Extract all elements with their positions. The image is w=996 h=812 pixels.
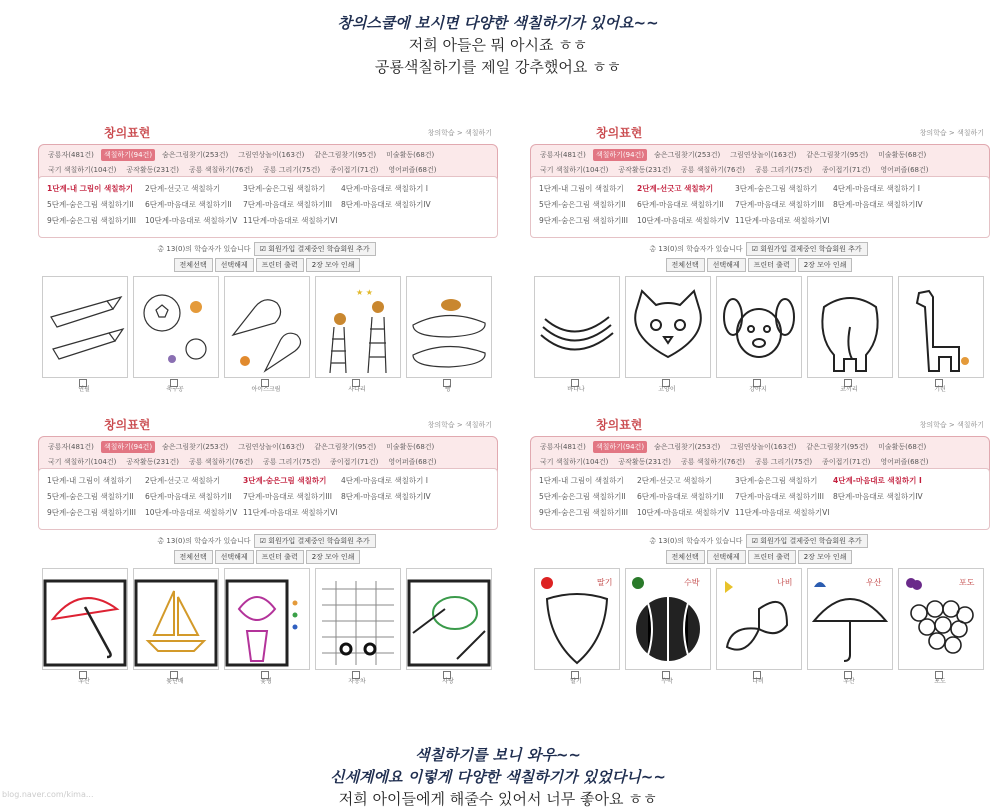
tab-matching[interactable]: 같은그림찾기(95건)	[314, 443, 377, 451]
tab-association[interactable]: 그림연상놀이(163건)	[730, 151, 797, 159]
tab-association[interactable]: 그림연상놀이(163건)	[730, 443, 797, 451]
screenshot-pencil	[32, 118, 502, 408]
site-header	[32, 120, 502, 144]
coloring-card[interactable]	[315, 276, 399, 393]
stage-link[interactable]: 11단계-마음대로 색칠하기VI	[243, 216, 338, 225]
deselect-button[interactable]: 선택해제	[707, 258, 746, 272]
print-two-button[interactable]: 2장 모아 인쇄	[798, 258, 853, 272]
card-title: 사탕	[442, 678, 454, 685]
stage-link[interactable]: 8단계-마음대로 색칠하기IV	[833, 200, 923, 209]
tab-english-puzzle[interactable]: 영어퍼즐(68건)	[880, 166, 929, 174]
coloring-cards	[534, 276, 984, 394]
coloring-card[interactable]	[625, 568, 709, 685]
print-button[interactable]: 프린터 출력	[256, 550, 304, 564]
select-all-button[interactable]: 전체선택	[666, 258, 705, 272]
stage-link[interactable]: 9단계-숨은그림 색칠하기III	[47, 216, 136, 225]
tab-flags[interactable]: 국기 색칠하기(104건)	[540, 166, 609, 174]
tab-dinosaur[interactable]: 공룡자(481건)	[48, 443, 94, 451]
site-logo[interactable]: 창의표현	[104, 418, 151, 432]
tab-hidden-picture[interactable]: 숨은그림찾기(253건)	[654, 151, 721, 159]
stage-link[interactable]: 10단계-마음대로 색칠하기V	[637, 216, 730, 225]
coloring-cards	[42, 568, 492, 686]
coloring-card[interactable]	[133, 276, 217, 393]
card-title: 기린	[934, 386, 946, 393]
tab-dino-coloring[interactable]: 공룡 색칠하기(76건)	[681, 166, 745, 174]
soccer-ball-image[interactable]	[133, 276, 219, 378]
tab-matching[interactable]: 같은그림찾기(95건)	[314, 151, 377, 159]
giraffe-image[interactable]	[898, 276, 984, 378]
flower-vase-puzzle-image[interactable]	[224, 568, 310, 670]
stage-link[interactable]: 2단계-선긋고 색칠하기	[145, 184, 221, 193]
tab-english-puzzle[interactable]: 영어퍼즐(68건)	[880, 458, 929, 466]
tab-flags[interactable]: 국기 색칠하기(104건)	[48, 166, 117, 174]
tab-dino-coloring[interactable]: 공룡 색칠하기(76건)	[189, 166, 253, 174]
action-toolbar	[32, 258, 502, 272]
stage-link[interactable]: 10단계-마음대로 색칠하기V	[145, 508, 238, 517]
stage-submenu	[38, 176, 498, 238]
stage-link[interactable]: 3단계-숨은그림 색칠하기	[243, 476, 327, 485]
tab-art[interactable]: 미술활동(68건)	[878, 443, 927, 451]
watermark: blog.naver.com/kima...	[2, 790, 94, 799]
tab-hidden-picture[interactable]: 숨은그림찾기(253건)	[162, 443, 229, 451]
svg-text:우산: 우산	[866, 578, 882, 587]
stage-link[interactable]: 8단계-마음대로 색칠하기IV	[341, 492, 431, 501]
stage-link[interactable]: 11단계-마음대로 색칠하기VI	[735, 508, 830, 517]
add-learner-button[interactable]: ☑ 회원가입 결제중인 학습회원 추가	[746, 242, 868, 256]
coloring-cards	[42, 276, 492, 394]
tab-english-puzzle[interactable]: 영어퍼즐(68건)	[388, 166, 437, 174]
tab-coloring[interactable]: 색칠하기(94건)	[101, 441, 155, 453]
stage-link[interactable]: 5단계-숨은그림 색칠하기II	[539, 200, 626, 209]
site-logo[interactable]: 창의표현	[596, 126, 643, 140]
svg-text:포도: 포도	[959, 578, 975, 587]
coloring-card[interactable]	[406, 568, 490, 685]
card-title: 빵	[445, 386, 451, 393]
stage-link[interactable]: 10단계-마음대로 색칠하기V	[145, 216, 238, 225]
stage-link[interactable]: 4단계-마음대로 색칠하기 I	[833, 476, 922, 485]
coloring-card[interactable]	[716, 568, 800, 685]
watermelon-image[interactable]	[625, 568, 711, 670]
stage-link[interactable]: 9단계-숨은그림 색칠하기III	[539, 508, 628, 517]
cat-image[interactable]	[625, 276, 711, 378]
stage-link[interactable]: 1단계-내 그림이 색칠하기	[539, 184, 624, 193]
stage-link[interactable]: 10단계-마음대로 색칠하기V	[637, 508, 730, 517]
bottom-caption	[0, 744, 996, 810]
tab-art[interactable]: 미술활동(68건)	[386, 151, 435, 159]
card-title: 코끼리	[840, 386, 858, 393]
select-all-button[interactable]: 전체선택	[174, 258, 213, 272]
tab-association[interactable]: 그림연상놀이(163건)	[238, 151, 305, 159]
caption-line: 신세계에요 이렇게 다양한 색칠하기가 있었다니~~	[330, 768, 666, 786]
breadcrumb: 창의학습 > 색칠하기	[919, 421, 984, 429]
select-all-button[interactable]: 전체선택	[174, 550, 213, 564]
stage-link[interactable]: 1단계-내 그림이 색칠하기	[539, 476, 624, 485]
card-title: 축구공	[166, 386, 184, 393]
stage-submenu	[530, 176, 990, 238]
tab-art[interactable]: 미술활동(68건)	[878, 151, 927, 159]
card-title: 포도	[934, 678, 946, 685]
tab-art[interactable]: 미술활동(68건)	[386, 443, 435, 451]
card-title: 자동차	[348, 678, 366, 685]
card-title: 나비	[752, 678, 764, 685]
tab-dinosaur[interactable]: 공룡자(481건)	[540, 151, 586, 159]
learner-count: 총 13(0)의 학습자가 있습니다 ☑ 회원가입 결제중인 학습회원 추가	[32, 534, 502, 548]
stage-link[interactable]: 1단계-내 그림이 색칠하기	[47, 184, 134, 193]
stage-submenu	[530, 468, 990, 530]
print-two-button[interactable]: 2장 모아 인쇄	[306, 258, 361, 272]
screenshot-hidden-picture	[32, 410, 502, 700]
stage-link[interactable]: 6단계-마음대로 색칠하기II	[637, 200, 724, 209]
card-title: 사다리	[348, 386, 366, 393]
stage-link[interactable]: 7단계-마음대로 색칠하기III	[243, 492, 332, 501]
stage-link[interactable]: 4단계-마음대로 색칠하기 I	[341, 184, 428, 193]
tab-association[interactable]: 그림연상놀이(163건)	[238, 443, 305, 451]
coloring-card[interactable]	[807, 568, 891, 685]
breadcrumb: 창의학습 > 색칠하기	[427, 421, 492, 429]
tab-origami[interactable]: 종이접기(71건)	[330, 166, 379, 174]
sailboat-puzzle-image[interactable]	[133, 568, 219, 670]
stage-link[interactable]: 2단계-선긋고 색칠하기	[637, 184, 714, 193]
screenshot-animals	[524, 118, 994, 408]
card-title: 수박	[661, 678, 673, 685]
tab-origami[interactable]: 종이접기(71건)	[822, 166, 871, 174]
strawberry-image[interactable]	[534, 568, 620, 670]
add-learner-button[interactable]: ☑ 회원가입 결제중인 학습회원 추가	[254, 534, 376, 548]
tab-hidden-picture[interactable]: 숨은그림찾기(253건)	[654, 443, 721, 451]
card-title: 고양이	[658, 386, 676, 393]
tab-dino-drawing[interactable]: 공룡 그리기(75건)	[262, 458, 321, 466]
screenshot-fruits	[524, 410, 994, 700]
tab-english-puzzle[interactable]: 영어퍼즐(68건)	[388, 458, 437, 466]
stage-link[interactable]: 9단계-숨은그림 색칠하기III	[47, 508, 136, 517]
stage-link[interactable]: 8단계-마음대로 색칠하기IV	[833, 492, 923, 501]
coloring-card[interactable]	[716, 276, 800, 393]
pencil-image[interactable]	[42, 276, 128, 378]
stage-link[interactable]: 4단계-마음대로 색칠하기 I	[833, 184, 920, 193]
card-title: 우산	[843, 678, 855, 685]
card-title: 딸기	[570, 678, 582, 685]
learner-count: 총 13(0)의 학습자가 있습니다 ☑ 회원가입 결제중인 학습회원 추가	[524, 242, 994, 256]
card-title: 연필	[78, 386, 90, 393]
tab-dino-coloring[interactable]: 공룡 색칠하기(76건)	[189, 458, 253, 466]
candy-puzzle-image[interactable]	[406, 568, 492, 670]
action-toolbar	[524, 258, 994, 272]
svg-text:★ ★: ★ ★	[356, 288, 373, 297]
tab-flags[interactable]: 국기 색칠하기(104건)	[48, 458, 117, 466]
tab-origami[interactable]: 종이접기(71건)	[330, 458, 379, 466]
stage-link[interactable]: 5단계-숨은그림 색칠하기II	[47, 200, 134, 209]
stage-link[interactable]: 3단계-숨은그림 색칠하기	[735, 476, 818, 485]
print-button[interactable]: 프린터 출력	[748, 550, 796, 564]
svg-text:딸기: 딸기	[597, 578, 613, 587]
stage-link[interactable]: 3단계-숨은그림 색칠하기	[735, 184, 818, 193]
stage-link[interactable]: 3단계-숨은그림 색칠하기	[243, 184, 326, 193]
tab-coloring[interactable]: 색칠하기(94건)	[593, 149, 647, 161]
stage-link[interactable]: 1단계-내 그림이 색칠하기	[47, 476, 132, 485]
coloring-card[interactable]	[534, 568, 618, 685]
deselect-button[interactable]: 선택해제	[215, 550, 254, 564]
elephant-image[interactable]	[807, 276, 893, 378]
tab-dino-drawing[interactable]: 공룡 그리기(75건)	[262, 166, 321, 174]
select-all-button[interactable]: 전체선택	[666, 550, 705, 564]
learner-count: 총 13(0)의 학습자가 있습니다 ☑ 회원가입 결제중인 학습회원 추가	[524, 534, 994, 548]
action-toolbar	[524, 550, 994, 564]
stage-link[interactable]: 6단계-마음대로 색칠하기II	[637, 492, 724, 501]
coloring-card[interactable]	[224, 276, 308, 393]
card-title: 강아지	[749, 386, 767, 393]
stage-submenu	[38, 468, 498, 530]
coloring-card[interactable]	[315, 568, 399, 685]
coloring-card[interactable]	[898, 276, 982, 393]
action-toolbar	[32, 550, 502, 564]
tab-craft[interactable]: 공작활동(231건)	[618, 166, 672, 174]
print-two-button[interactable]: 2장 모아 인쇄	[306, 550, 361, 564]
stage-link[interactable]: 11단계-마음대로 색칠하기VI	[243, 508, 338, 517]
deselect-button[interactable]: 선택해제	[707, 550, 746, 564]
add-learner-button[interactable]: ☑ 회원가입 결제중인 학습회원 추가	[746, 534, 868, 548]
card-title: 우산	[78, 678, 90, 685]
breadcrumb: 창의학습 > 색칠하기	[427, 129, 492, 137]
coloring-card[interactable]	[625, 276, 709, 393]
caption-line: 공룡색칠하기를 제일 강추했어요 ㅎㅎ	[374, 58, 622, 76]
coloring-card[interactable]	[406, 276, 490, 393]
tab-coloring[interactable]: 색칠하기(94건)	[593, 441, 647, 453]
card-title: 아이스크림	[251, 386, 281, 393]
tab-craft[interactable]: 공작활동(231건)	[618, 458, 672, 466]
tab-dino-drawing[interactable]: 공룡 그리기(75건)	[754, 166, 813, 174]
print-button[interactable]: 프린터 출력	[748, 258, 796, 272]
caption-line: 저희 아들은 뭐 아시죠 ㅎㅎ	[408, 36, 588, 54]
umbrella-image[interactable]	[807, 568, 893, 670]
stage-link[interactable]: 2단계-선긋고 색칠하기	[145, 476, 221, 485]
tab-coloring[interactable]: 색칠하기(94건)	[101, 149, 155, 161]
stage-link[interactable]: 6단계-마음대로 색칠하기II	[145, 492, 232, 501]
stage-link[interactable]: 5단계-숨은그림 색칠하기II	[539, 492, 626, 501]
coloring-card[interactable]	[807, 276, 891, 393]
tab-matching[interactable]: 같은그림찾기(95건)	[806, 443, 869, 451]
deselect-button[interactable]: 선택해제	[215, 258, 254, 272]
card-title: 돛단배	[166, 678, 184, 685]
tab-origami[interactable]: 종이접기(71건)	[822, 458, 871, 466]
caption-line: 저희 아이들에게 해줄수 있어서 너무 좋아요 ㅎㅎ	[338, 790, 658, 808]
ladder-image[interactable]	[315, 276, 401, 378]
coloring-card[interactable]	[133, 568, 217, 685]
site-header	[32, 412, 502, 436]
banana-image[interactable]	[534, 276, 620, 378]
site-header	[524, 120, 994, 144]
bread-image[interactable]	[406, 276, 492, 378]
stage-link[interactable]: 7단계-마음대로 색칠하기III	[735, 200, 824, 209]
caption-line: 창의스쿨에 보시면 다양한 색칠하기가 있어요~~	[337, 14, 659, 32]
stage-link[interactable]: 7단계-마음대로 색칠하기III	[243, 200, 332, 209]
umbrella-puzzle-image[interactable]	[42, 568, 128, 670]
tab-craft[interactable]: 공작활동(231건)	[126, 458, 180, 466]
tab-matching[interactable]: 같은그림찾기(95건)	[806, 151, 869, 159]
dog-image[interactable]	[716, 276, 802, 378]
coloring-cards	[534, 568, 984, 686]
svg-text:수박: 수박	[684, 578, 700, 587]
coloring-card[interactable]	[42, 568, 126, 685]
coloring-card[interactable]	[534, 276, 618, 393]
site-header	[524, 412, 994, 436]
stage-link[interactable]: 7단계-마음대로 색칠하기III	[735, 492, 824, 501]
stage-link[interactable]: 9단계-숨은그림 색칠하기III	[539, 216, 628, 225]
tab-dino-drawing[interactable]: 공룡 그리기(75건)	[754, 458, 813, 466]
car-puzzle-image[interactable]	[315, 568, 401, 670]
stage-link[interactable]: 11단계-마음대로 색칠하기VI	[735, 216, 830, 225]
tab-craft[interactable]: 공작활동(231건)	[126, 166, 180, 174]
grape-image[interactable]	[898, 568, 984, 670]
site-logo[interactable]: 창의표현	[596, 418, 643, 432]
tab-dinosaur[interactable]: 공룡자(481건)	[48, 151, 94, 159]
site-logo[interactable]: 창의표현	[104, 126, 151, 140]
stage-link[interactable]: 8단계-마음대로 색칠하기IV	[341, 200, 431, 209]
butterfly-image[interactable]	[716, 568, 802, 670]
tab-hidden-picture[interactable]: 숨은그림찾기(253건)	[162, 151, 229, 159]
card-title: 바나나	[567, 386, 585, 393]
coloring-card[interactable]	[42, 276, 126, 393]
stage-link[interactable]: 4단계-마음대로 색칠하기 I	[341, 476, 428, 485]
tab-dino-coloring[interactable]: 공룡 색칠하기(76건)	[681, 458, 745, 466]
stage-link[interactable]: 2단계-선긋고 색칠하기	[637, 476, 713, 485]
top-caption	[0, 12, 996, 78]
coloring-card[interactable]	[898, 568, 982, 685]
stage-link[interactable]: 5단계-숨은그림 색칠하기II	[47, 492, 134, 501]
card-title: 꽃병	[260, 678, 272, 685]
stage-link[interactable]: 6단계-마음대로 색칠하기II	[145, 200, 232, 209]
tab-flags[interactable]: 국기 색칠하기(104건)	[540, 458, 609, 466]
tab-dinosaur[interactable]: 공룡자(481건)	[540, 443, 586, 451]
learner-count: 총 13(0)의 학습자가 있습니다 ☑ 회원가입 결제중인 학습회원 추가	[32, 242, 502, 256]
coloring-card[interactable]	[224, 568, 308, 685]
print-button[interactable]: 프린터 출력	[256, 258, 304, 272]
caption-line: 색칠하기를 보니 와우~~	[415, 746, 581, 764]
print-two-button[interactable]: 2장 모아 인쇄	[798, 550, 853, 564]
breadcrumb: 창의학습 > 색칠하기	[919, 129, 984, 137]
svg-text:나비: 나비	[777, 578, 793, 587]
ice-cream-image[interactable]	[224, 276, 310, 378]
add-learner-button[interactable]: ☑ 회원가입 결제중인 학습회원 추가	[254, 242, 376, 256]
